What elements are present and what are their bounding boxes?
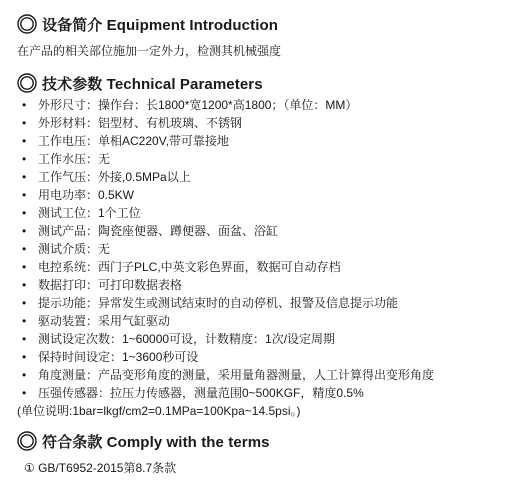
double-circle-icon <box>17 73 37 93</box>
list-item: • 压强传感器：拉压力传感器，测量范围0~500KGF，精度0.5% <box>22 386 364 400</box>
bullet-icon: • <box>22 296 27 310</box>
standard-item: ① GB/T6952-2015第8.7条款 <box>24 461 177 475</box>
bullet-icon: • <box>22 116 27 130</box>
double-circle-icon <box>17 14 37 34</box>
bullet-icon: • <box>22 188 27 202</box>
list-item: • 保持时间设定：1~3600秒可设 <box>22 350 199 364</box>
bullet-icon: • <box>22 386 27 400</box>
unit-note: (单位说明:1bar=lkgf/cm2=0.1MPa=100Kpa~14.5psi。) <box>17 404 301 418</box>
list-item: • 用电功率：0.5KW <box>22 188 135 202</box>
list-item: • 数据打印：可打印数据表格 <box>22 278 183 292</box>
list-item: • 提示功能：异常发生或测试结束时的自动停机、报警及信息提示功能 <box>22 296 399 310</box>
intro-heading <box>17 11 278 37</box>
list-item: • 工作电压：单相AC220V,带可靠接地 <box>22 134 229 148</box>
list-item: • 测试产品：陶瓷座便器、蹲便器、面盆、浴缸 <box>22 224 279 238</box>
params-title: 技术参数 Technical Parameters <box>42 75 263 93</box>
intro-text: 在产品的相关部位施加一定外力，检测其机械强度 <box>17 44 282 58</box>
params-heading <box>17 70 263 96</box>
bullet-icon: • <box>22 98 27 112</box>
bullet-icon: • <box>22 170 27 184</box>
params-list <box>17 96 434 402</box>
bullet-icon: • <box>22 224 27 238</box>
bullet-icon: • <box>22 314 27 328</box>
bullet-icon: • <box>22 242 27 256</box>
list-item: • 外形材料：铝型材、有机玻璃、不锈钢 <box>22 116 243 130</box>
comply-title: 符合条款 Comply with the terms <box>42 433 270 451</box>
list-item: • 外形尺寸：操作台：长1800*宽1200*高1800；（单位：MM） <box>22 98 358 112</box>
list-item: • 电控系统：西门子PLC,中英文彩色界面，数据可自动存档 <box>22 260 341 274</box>
bullet-icon: • <box>22 278 27 292</box>
list-item: • 测试设定次数：1~60000可设，计数精度：1次/设定周期 <box>22 332 336 346</box>
bullet-icon: • <box>22 152 27 166</box>
list-item: • 驱动装置：采用气缸驱动 <box>22 314 171 328</box>
list-item: • 工作气压：外接,0.5MPa以上 <box>22 170 191 184</box>
list-item: • 角度测量：产品变形角度的测量，采用量角器测量，人工计算得出变形角度 <box>22 368 435 382</box>
bullet-icon: • <box>22 350 27 364</box>
intro-title: 设备简介 Equipment Introduction <box>42 16 279 34</box>
list-item: • 工作水压：无 <box>22 152 111 166</box>
bullet-icon: • <box>22 134 27 148</box>
bullet-icon: • <box>22 368 27 382</box>
bullet-icon: • <box>22 332 27 346</box>
list-item: • 测试介质：无 <box>22 242 111 256</box>
double-circle-icon <box>17 431 37 451</box>
bullet-icon: • <box>22 260 27 274</box>
list-item: • 测试工位：1个工位 <box>22 206 141 220</box>
bullet-icon: • <box>22 206 27 220</box>
comply-heading <box>17 428 270 454</box>
